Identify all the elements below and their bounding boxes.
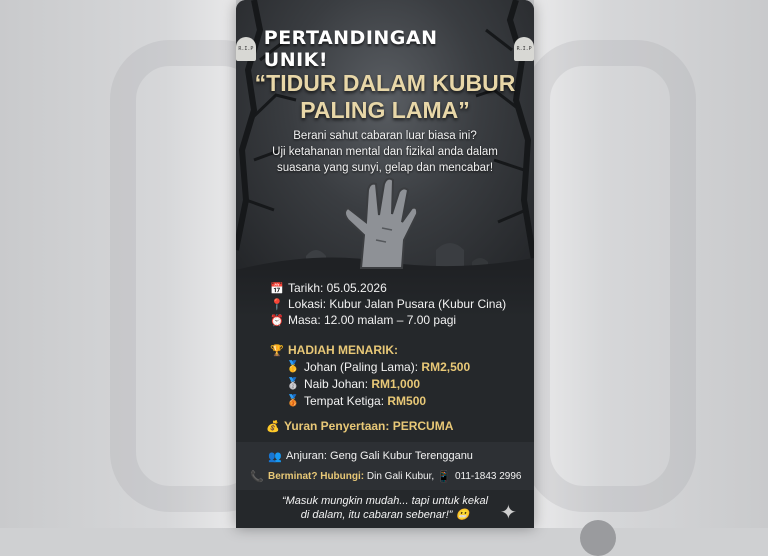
sparkle-icon: ✦ — [500, 500, 517, 524]
time-row — [270, 312, 534, 328]
phone-icon: 📞 — [250, 470, 264, 483]
prize-second-value: RM1,000 — [371, 376, 421, 391]
poster-quote — [236, 494, 534, 522]
poster-title: PERTANDINGAN UNIK! — [263, 27, 438, 71]
fee-line — [266, 418, 534, 434]
tombstone-icon: R.I.P — [236, 37, 256, 61]
mobile-phone-icon: 📱 — [437, 470, 451, 483]
bronze-medal-icon: 🥉 — [286, 395, 300, 407]
contact-line — [250, 468, 534, 484]
zombie-hand-illustration — [345, 179, 417, 268]
headline-line: PALING LAMA” — [300, 97, 470, 123]
date-row — [270, 280, 534, 296]
intro-line: suasana yang sunyi, gelap dan mencabar! — [276, 162, 494, 174]
people-icon: 👥 — [268, 450, 282, 463]
silver-medal-icon: 🥈 — [286, 378, 300, 390]
prizes-heading-row — [270, 342, 534, 358]
intro-line: Berani sahut cabaran luar biasa ini? — [293, 130, 477, 142]
floating-round-button[interactable] — [580, 520, 616, 556]
headline-line: “TIDUR DALAM KUBUR — [254, 70, 516, 96]
tombstone-icon: R.I.P — [514, 37, 534, 61]
contact-phone[interactable]: 011-1843 2996 — [454, 470, 522, 482]
prize-third-value: RM500 — [387, 393, 427, 408]
prize-third-row — [270, 392, 534, 409]
fee-label: Yuran Penyertaan: — [284, 419, 390, 433]
quote-line: “Masuk mungkin mudah... tapi untuk kekal — [281, 495, 489, 507]
contact-label: Berminat? Hubungi: — [268, 470, 365, 482]
quote-line: di dalam, itu cabaran sebenar!” — [300, 509, 453, 521]
date-text: Tarikh: 05.05.2026 — [288, 281, 387, 295]
location-row — [270, 296, 534, 312]
intro-line: Uji ketahanan mental dan fizikal anda dalam — [272, 146, 498, 158]
prize-first-label: Johan (Paling Lama): — [304, 359, 419, 374]
trophy-icon: 🏆 — [270, 344, 284, 357]
event-details — [236, 280, 534, 328]
organizer-row — [236, 448, 534, 464]
grimace-emoji-icon: 😬 — [455, 509, 470, 521]
organizer-text: Anjuran: Geng Gali Kubur Terengganu — [286, 450, 473, 462]
alarm-clock-icon: ⏰ — [270, 314, 284, 327]
poster-headline — [236, 70, 534, 124]
prize-first-value: RM2,500 — [421, 359, 471, 374]
fee-value: PERCUMA — [392, 419, 454, 433]
background-right — [534, 0, 768, 528]
prizes-heading: HADIAH MENARIK: — [288, 343, 398, 357]
map-pin-icon: 📍 — [270, 298, 284, 311]
prize-second-row — [270, 375, 534, 392]
poster-title-row — [236, 27, 534, 71]
gold-medal-icon: 🥇 — [286, 361, 300, 373]
prizes-section — [236, 342, 534, 409]
time-text: Masa: 12.00 malam – 7.00 pagi — [288, 313, 457, 327]
background-blur-shape — [524, 40, 696, 512]
money-bag-icon: 💰 — [266, 420, 280, 433]
background-left — [0, 0, 236, 528]
intro-text — [236, 128, 534, 176]
organizer-line — [268, 448, 534, 464]
event-poster — [236, 0, 534, 528]
contact-row — [236, 468, 534, 484]
prize-second-label: Naib Johan: — [304, 376, 369, 391]
location-text: Lokasi: Kubur Jalan Pusara (Kubur Cina) — [288, 297, 507, 311]
prize-third-label: Tempat Ketiga: — [304, 393, 385, 408]
prize-first-row — [270, 358, 534, 375]
contact-name: Din Gali Kubur, — [366, 470, 435, 482]
calendar-icon: 📅 — [270, 282, 284, 295]
quote-line-2 — [236, 508, 534, 522]
fee-row — [236, 418, 534, 434]
